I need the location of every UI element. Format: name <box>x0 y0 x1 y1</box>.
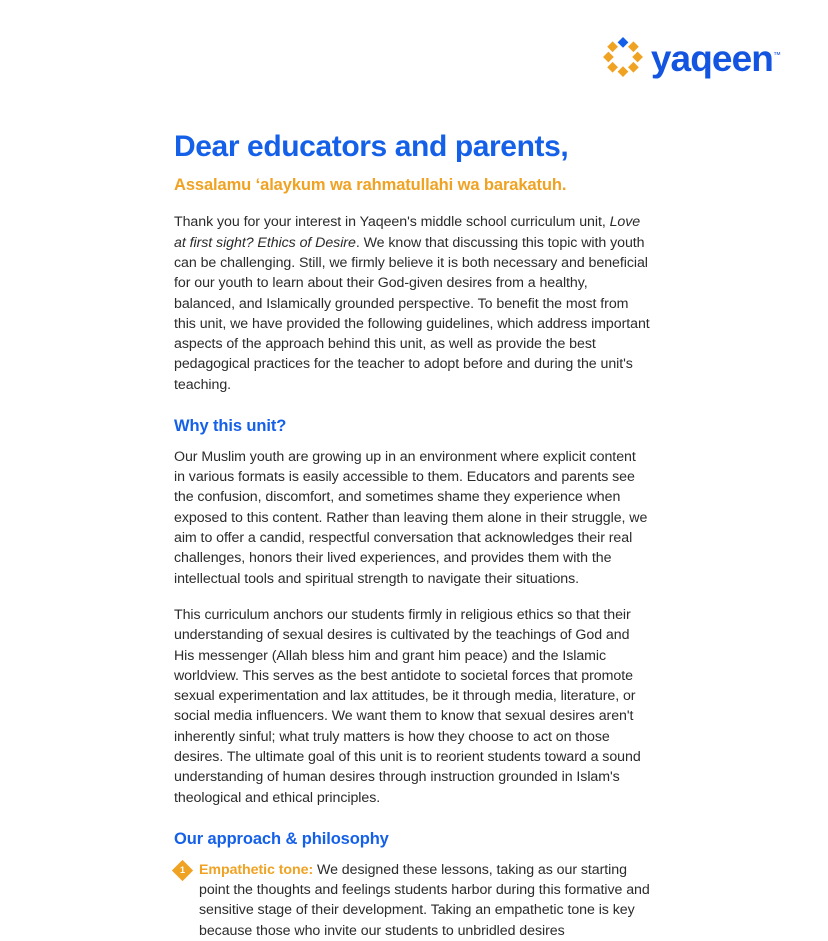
list-item <box>174 860 650 941</box>
document-body <box>174 130 650 941</box>
brand-wordmark <box>650 37 781 79</box>
section-heading-our-approach: Our approach & philosophy <box>174 829 389 848</box>
trademark-symbol: ™ <box>773 50 781 60</box>
yaqeen-logo[interactable] <box>604 37 781 79</box>
yaqeen-diamond-ring-logo-icon <box>604 38 642 76</box>
list-item-number: 1 <box>180 864 185 875</box>
paragraph-why-unit-2: This curriculum anchors our students firmly in religious ethics so that their understanding of sexual desires is cultivated by the teachings of God and His messenger (Allah bless him and grant him peace) and the Islamic worldview. This serves as the best antidote to societal forces that promote sexual experimentation and lax attitudes, be it through media, literature, or social media influencers. We want them to know that sexual desires aren't inherently sinful; what truly matters is how they choose to act on those desires. The ultimate goal of this unit is to reorient students toward a sound understanding of human desires through instruction grounded in Islam's theological and ethical principles. <box>174 606 641 806</box>
numbered-diamond-icon <box>172 860 193 881</box>
intro-paragraph <box>174 212 650 395</box>
page-header <box>0 0 828 120</box>
list-item-lead-in: Empathetic tone: <box>199 861 314 878</box>
list-item-text: We designed these lessons, taking as our starting point the thoughts and feelings students harbor during this formative and sensitive stage of their development. Taking an empathetic tone is key because those who invite our students to unbridled desires <box>199 861 650 939</box>
greeting-subtitle: Assalamu ‘alaykum wa rahmatullahi wa barakatuh. <box>174 175 567 194</box>
section-heading-why-this-unit: Why this unit? <box>174 417 287 436</box>
intro-text-part2: . We know that discussing this topic with youth can be challenging. Still, we firmly believe it is both necessary and beneficial for our youth to learn about their God-given desires from a healthy, balanced, and Islamically grounded perspective. To benefit the most from this unit, we have provided the following guidelines, which address important aspects of the approach behind this unit, as well as provide the best pedagogical practices for the teacher to adopt before and during the unit's teaching. <box>174 234 650 393</box>
page-title: Dear educators and parents, <box>174 130 569 163</box>
paragraph-why-unit-1: Our Muslim youth are growing up in an environment where explicit content in various formats is easily accessible to them. Educators and parents see the confusion, discomfort, and sometimes shame they experience when exposed to this content. Rather than leaving them alone in their struggle, we aim to offer a candid, respectful conversation that acknowledges their real challenges, honors their lived experiences, and provides them with the intellectual tools and spiritual strength to navigate their situations. <box>174 448 648 587</box>
brand-wordmark-text: yaqeen <box>650 37 773 79</box>
unit-title-italic: Love at first sight? Ethics of Desire <box>174 214 641 251</box>
intro-text-part1: Thank you for your interest in Yaqeen's middle school curriculum unit, <box>174 214 610 231</box>
